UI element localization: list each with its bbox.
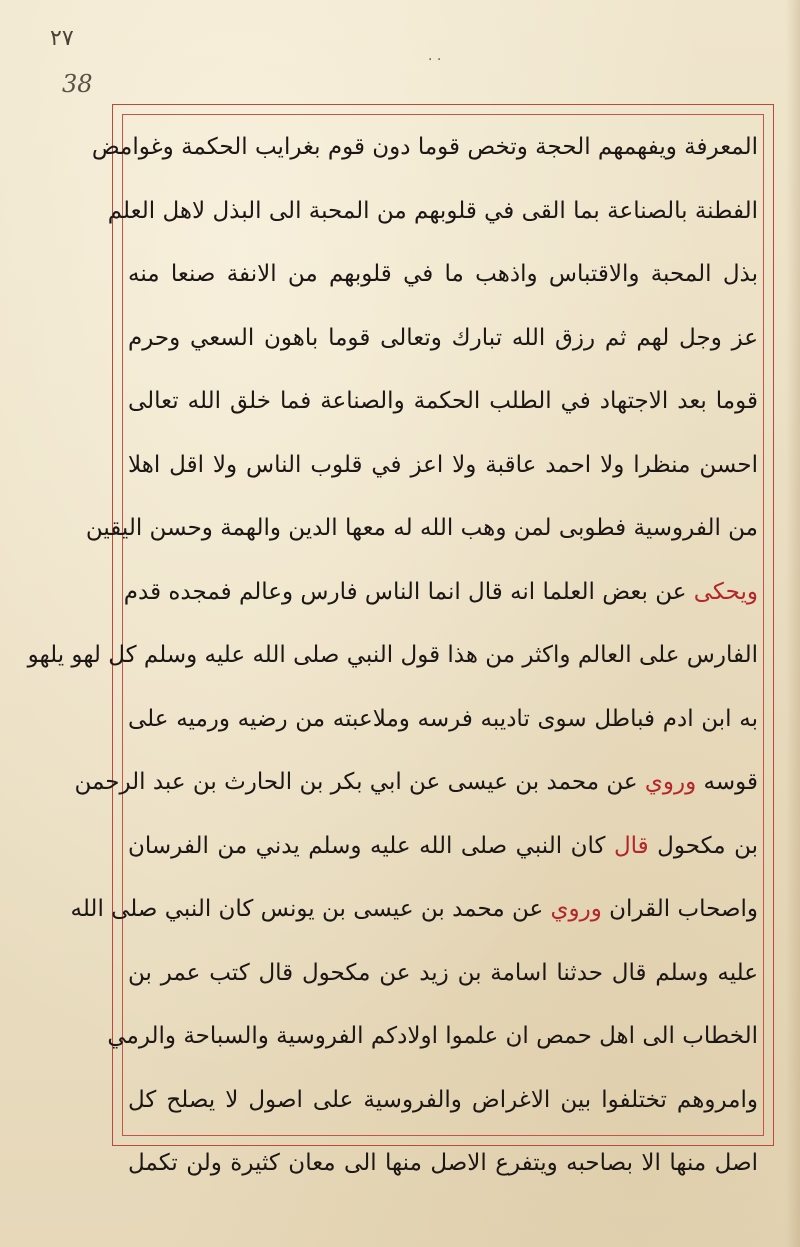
manuscript-line [128, 1132, 758, 1196]
manuscript-line [27, 624, 758, 688]
manuscript-text-block [27, 116, 758, 1176]
rubric-word: وروي [550, 896, 602, 922]
folio-number: 38 [62, 70, 93, 98]
rubric-word: ويحكى [693, 578, 758, 605]
manuscript-line [70, 878, 758, 942]
manuscript-line [123, 561, 758, 625]
line-text: قوما بعد الاجتهاد في الطلب الحكمة والصناعة فما خلق الله تعالى [128, 388, 758, 414]
line-text: الخطاب الى اهل حمص ان علموا اولادكم الفروسية والسباحة والرمي [107, 1023, 758, 1049]
line-text: به ابن ادم فباطل سوى تاديبه فرسه وملاعبته من رضيه ورميه على [128, 705, 758, 732]
manuscript-line [128, 942, 758, 1006]
ink-dots: . . [428, 48, 442, 64]
line-text: عز وجل لهم ثم رزق الله تبارك وتعالى قوما باهون السعي وحرم [128, 324, 758, 351]
manuscript-line [128, 688, 758, 752]
line-text: اصل منها الا بصاحبه ويتفرع الاصل منها الى معان كثيرة ولن تكمل [128, 1150, 758, 1176]
manuscript-line [74, 751, 758, 815]
manuscript-line [107, 1005, 758, 1069]
line-text: عليه وسلم قال حدثنا اسامة بن زيد عن مكحول قال كتب عمر بن [128, 959, 758, 986]
rubric-word: قال [613, 832, 649, 859]
manuscript-line [128, 307, 758, 371]
line-text: الفارس على العالم واكثر من هذا قول النبي صلى الله عليه وسلم كل لهو يلهو [27, 642, 758, 668]
line-text: بذل المحبة والاقتباس واذهب ما في قلوبهم من الانفة صنعا منه [128, 261, 758, 287]
line-text: بن مكحول [648, 832, 758, 859]
manuscript-line [128, 434, 758, 498]
manuscript-line [85, 497, 758, 561]
manuscript-line [128, 243, 758, 307]
manuscript-line [128, 370, 758, 434]
page-edge-shadow [786, 0, 800, 1247]
manuscript-line [107, 180, 758, 244]
line-text: قوسه [696, 769, 758, 795]
corner-mark: ٢٧ [50, 26, 74, 51]
line-text: الفطنة بالصناعة بما القى في قلوبهم من المحبة الى البذل لاهل العلم [107, 197, 758, 224]
manuscript-line [128, 1069, 758, 1133]
rubric-word: وروي [644, 769, 697, 795]
line-text: عن محمد بن عيسى عن ابي بكر بن الحارث بن عبد الرحمن [74, 769, 645, 795]
line-text: عن بعض العلما انه قال انما الناس فارس وعالم فمجده قدم [123, 578, 694, 605]
line-text: واصحاب القران [601, 896, 758, 922]
manuscript-line [128, 815, 758, 879]
line-text: احسن منظرا ولا احمد عاقبة ولا اعز في قلوب الناس ولا اقل اهلا [128, 451, 758, 478]
line-text: كان النبي صلى الله عليه وسلم يدني من الفرسان [128, 832, 614, 859]
line-text: عن محمد بن عيسى بن يونس كان النبي صلى الله [70, 896, 551, 922]
line-text: المعرفة ويفهمهم الحجة وتخص قوما دون قوم بغرايب الحكمة وغوامض [91, 134, 758, 160]
line-text: من الفروسية فطوبى لمن وهب الله له معها الدين والهمة وحسن اليقين [85, 515, 758, 541]
line-text: وامروهم تختلفوا بين الاغراض والفروسية على اصول لا يصلح كل [128, 1086, 758, 1113]
manuscript-line [91, 116, 758, 180]
